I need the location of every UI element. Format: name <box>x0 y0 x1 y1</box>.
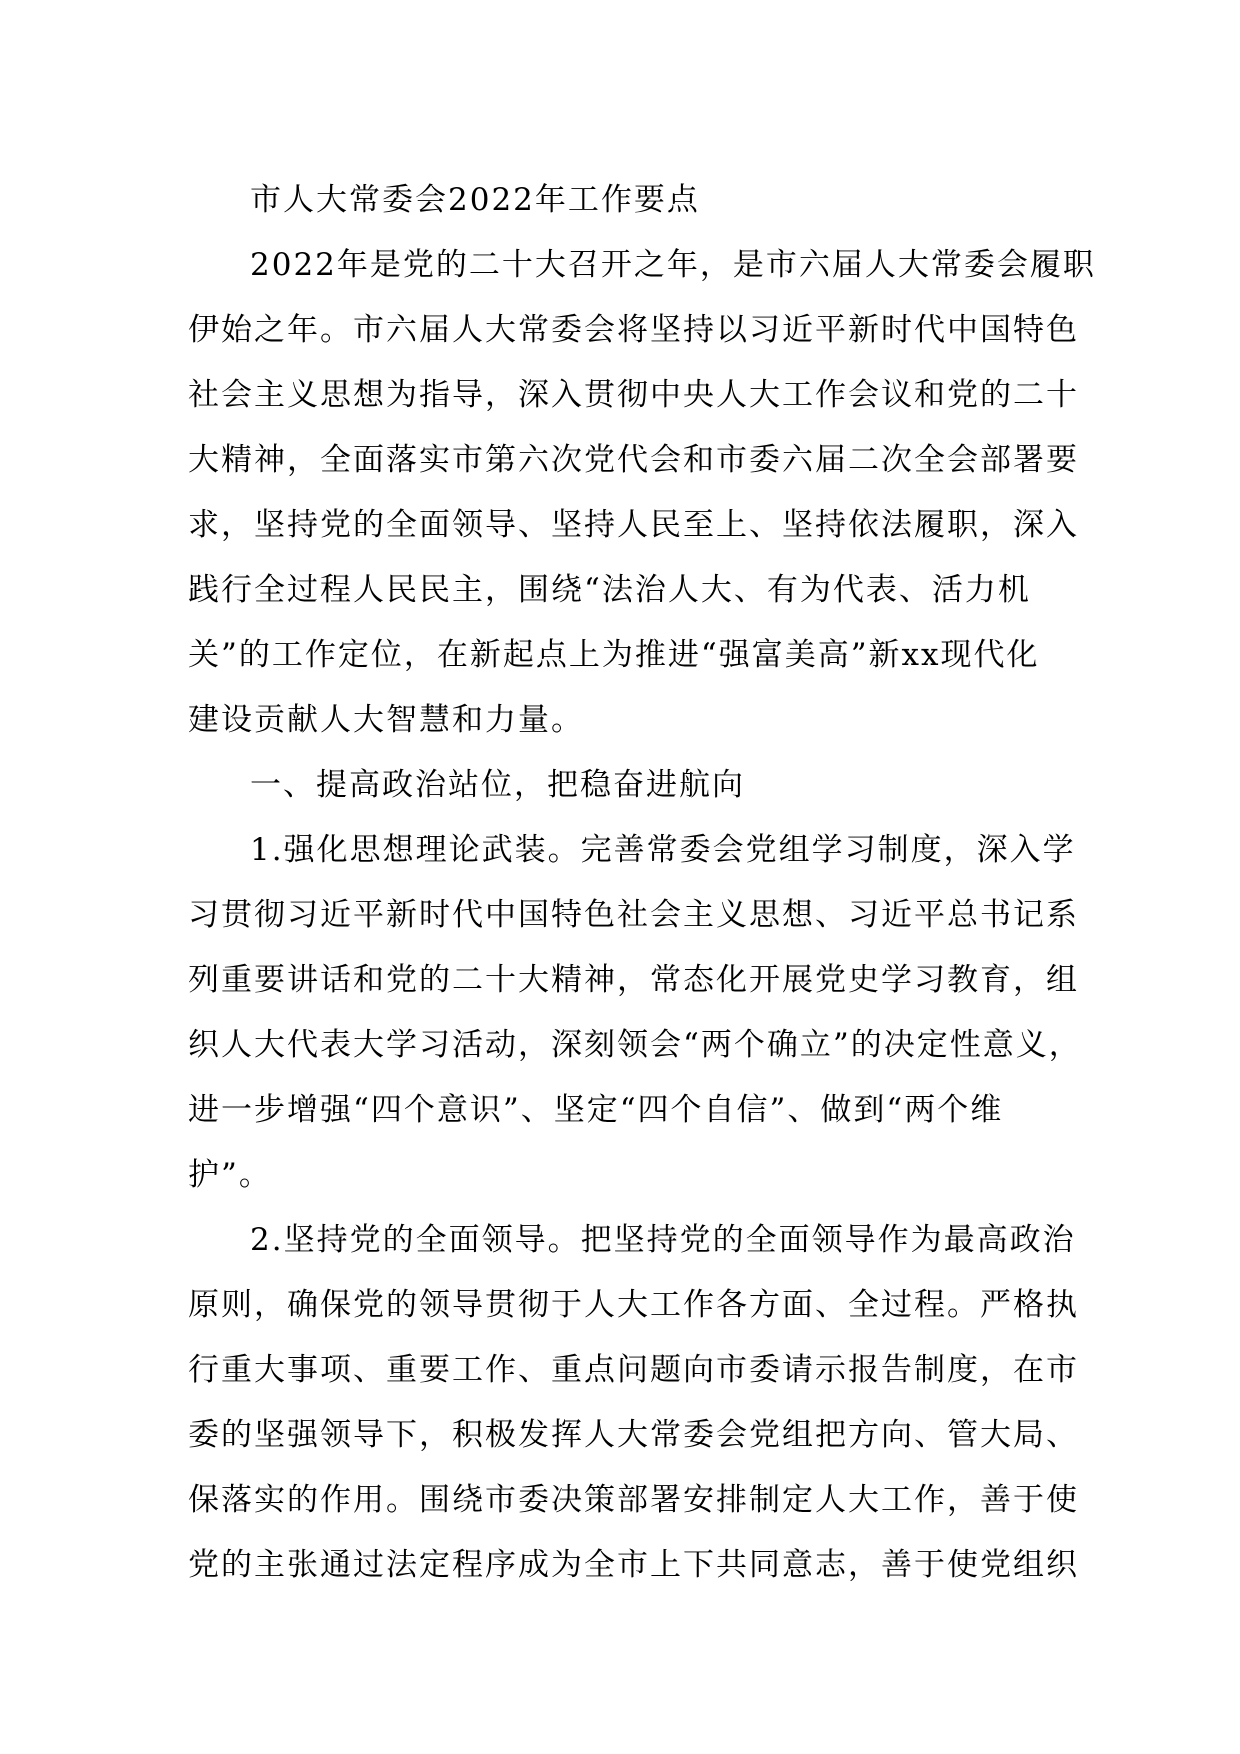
intro-line: 践行全过程人民民主，围绕“法治人大、有为代表、活力机 <box>188 572 1031 608</box>
item1-line: 习贯彻习近平新时代中国特色社会主义思想、习近平总书记系 <box>188 897 1079 933</box>
item1-line: 织人大代表大学习活动，深刻领会“两个确立”的决定性意义， <box>188 1027 1082 1063</box>
intro-line: 求，坚持党的全面领导、坚持人民至上、坚持依法履职，深入 <box>188 507 1079 543</box>
item1-line: 护”。 <box>188 1157 272 1193</box>
item2-line: 党的主张通过法定程序成为全市上下共同意志，善于使党组织 <box>188 1547 1079 1583</box>
item2-line: 2.坚持党的全面领导。把坚持党的全面领导作为最高政治 <box>250 1222 1076 1258</box>
item2-line: 原则，确保党的领导贯彻于人大工作各方面、全过程。严格执 <box>188 1287 1079 1323</box>
item1-line: 1.强化思想理论武装。完善常委会党组学习制度，深入学 <box>250 832 1076 868</box>
document-title: 市人大常委会2022年工作要点 <box>250 182 700 218</box>
item1-line: 进一步增强“四个意识”、坚定“四个自信”、做到“两个维 <box>188 1092 1004 1128</box>
item2-line: 行重大事项、重要工作、重点问题向市委请示报告制度，在市 <box>188 1352 1079 1388</box>
intro-line: 伊始之年。市六届人大常委会将坚持以习近平新时代中国特色 <box>188 312 1079 348</box>
section-heading: 一、提高政治站位，把稳奋进航向 <box>250 767 745 803</box>
intro-line: 2022年是党的二十大召开之年，是市六届人大常委会履职 <box>250 247 1096 283</box>
intro-line: 社会主义思想为指导，深入贯彻中央人大工作会议和党的二十 <box>188 377 1079 413</box>
intro-line: 大精神，全面落实市第六次党代会和市委六届二次全会部署要 <box>188 442 1079 478</box>
intro-line: 关”的工作定位，在新起点上为推进“强富美高”新xx现代化 <box>188 637 1040 673</box>
document-body <box>188 168 1096 1598</box>
item2-line: 委的坚强领导下，积极发挥人大常委会党组把方向、管大局、 <box>188 1417 1079 1453</box>
item2-line: 保落实的作用。围绕市委决策部署安排制定人大工作，善于使 <box>188 1482 1079 1518</box>
item1-line: 列重要讲话和党的二十大精神，常态化开展党史学习教育，组 <box>188 962 1079 998</box>
intro-line: 建设贡献人大智慧和力量。 <box>188 702 584 738</box>
